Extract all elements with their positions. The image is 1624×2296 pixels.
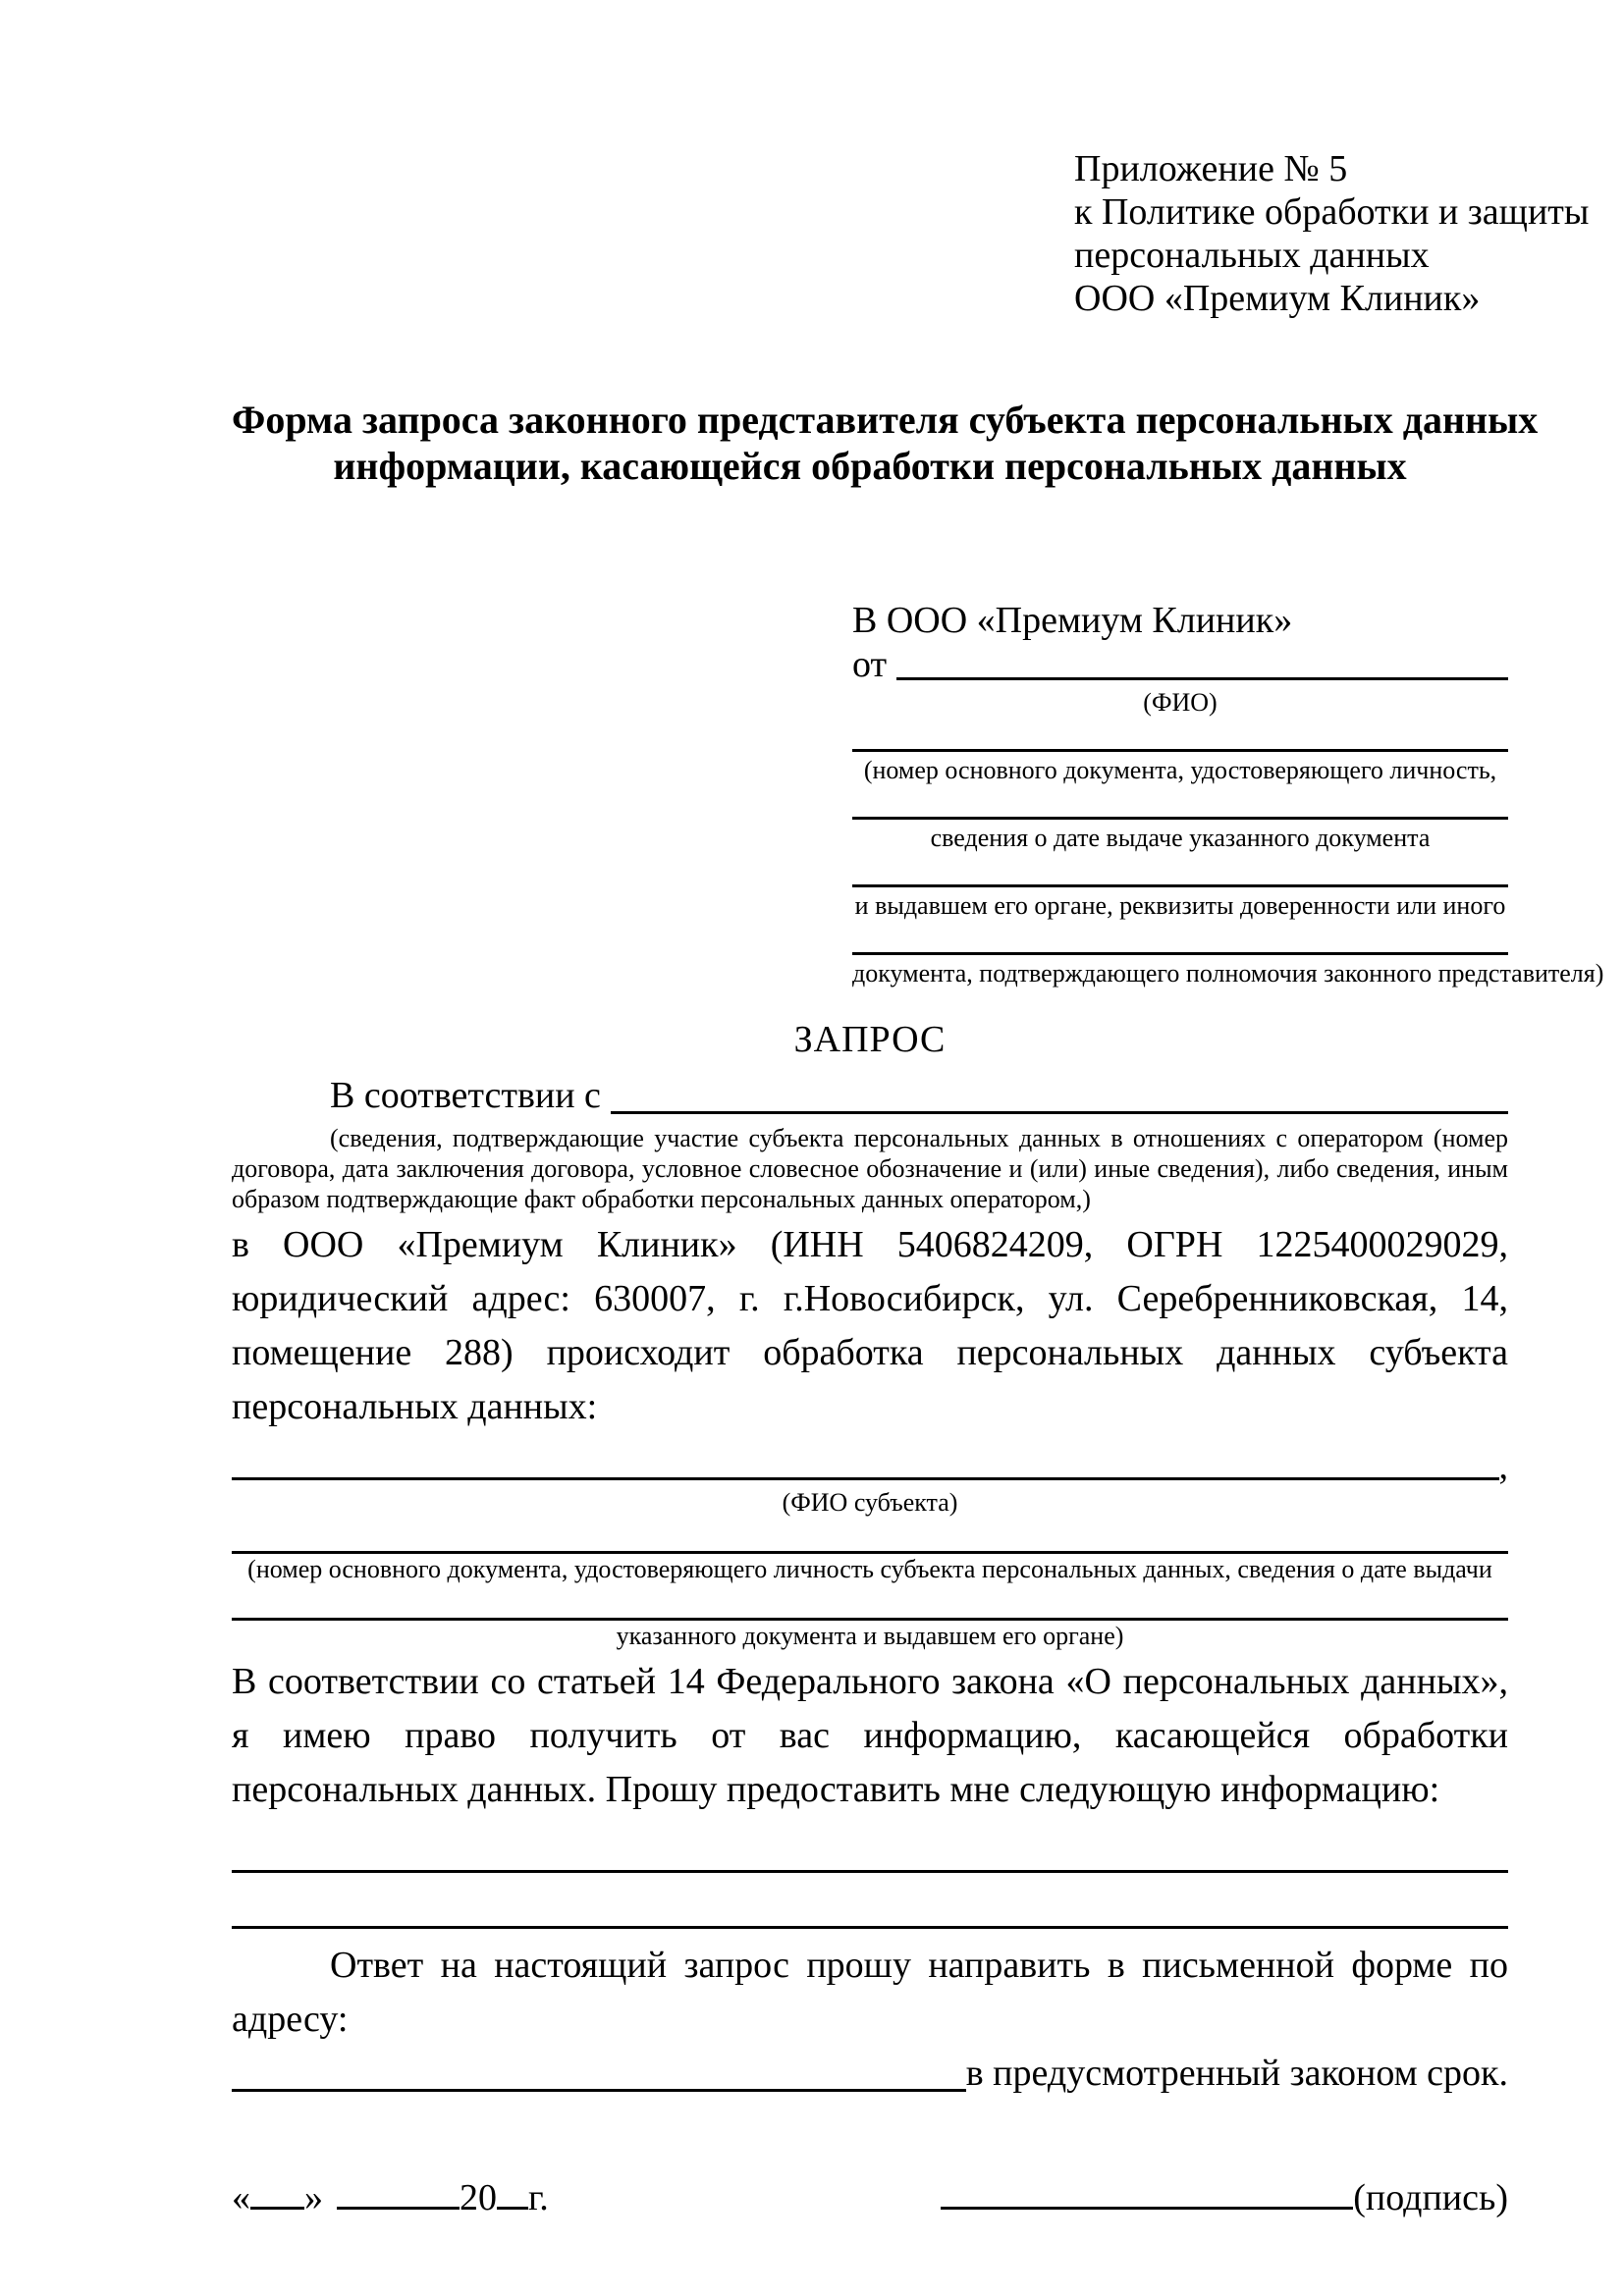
subject-document-caption: (номер основного документа, удостоверяющего личность субъекта персональных данных, сведения о дате выдачи [247, 1555, 1492, 1583]
fio-caption: (ФИО) [1143, 688, 1218, 717]
title-line-2: информации, касающейся обработки персональных данных [333, 444, 1407, 488]
issuing-authority-blank-line [852, 868, 1508, 887]
blank-field-group [852, 800, 1508, 853]
reply-paragraph: Ответ на настоящий запрос прошу направить в письменной форме по адресу: [232, 1945, 1508, 2040]
blank-field-group [852, 732, 1508, 785]
year-blank-line [497, 2173, 528, 2210]
operator-paragraph: в ООО «Премиум Клиник» (ИНН 5406824209, ОГРН 1225400029029, юридический адрес: 630007, г. г.Новосибирск, ул. Серебренниковская, 14, помещение 288) происходит обработка персональных данных субъекта персональных данных: [232, 1224, 1508, 1427]
intro-caption: (сведения, подтверждающие участие субъекта персональных данных в отношениях с оператором (номер договора, дата заключения договора, условное словесное обозначение и (или) иные сведения), либо сведения, иным образом подтверждающие факт обработки персональных данных оператором,) [232, 1124, 1508, 1213]
addressee-to: В ООО «Премиум Клиник» [852, 600, 1293, 641]
blank-field-group [852, 868, 1508, 921]
annex-line: к Политике обработки и защиты [1074, 191, 1590, 233]
date-field [232, 2173, 549, 2222]
blank-line-caption: и выдавшем его органе, реквизиты доверенности или иного [854, 891, 1506, 920]
intro-prefix: В соответствии с [330, 1075, 601, 1116]
year-suffix: г. [528, 2177, 549, 2218]
fio-blank-line [896, 643, 1508, 680]
quote-open: « [232, 2177, 250, 2218]
month-blank-line [337, 2173, 460, 2210]
intro-blank-line [611, 1070, 1508, 1114]
day-blank-line [250, 2173, 304, 2210]
subject-fio-caption: (ФИО субъекта) [782, 1488, 958, 1517]
year-prefix: 20 [460, 2177, 497, 2218]
request-heading: ЗАПРОС [793, 1019, 947, 1060]
fio-line-comma: , [1498, 1446, 1508, 1487]
blank-line-caption: документа, подтверждающего полномочия законного представителя) [852, 959, 1604, 988]
subject-fio-row [232, 1446, 1508, 1487]
from-label: от [852, 644, 888, 685]
annex-line: ООО «Премиум Клиник» [1074, 278, 1481, 319]
subject-document-caption-2: указанного документа и выдавшем его органе) [616, 1622, 1124, 1650]
signature-caption: (подпись) [1353, 2177, 1508, 2218]
subject-fio-blank-line [232, 1446, 1499, 1480]
reply-suffix: в предусмотренный законом срок. [965, 2053, 1508, 2094]
addressee-block [852, 599, 1604, 988]
law-paragraph: В соответствии со статьей 14 Федерального закона «О персональных данных», я имею право получить от вас информацию, касающейся обработки персональных данных. Прошу предоставить мне следующую информацию: [232, 1661, 1508, 1810]
blank-line-caption: сведения о дате выдаче указанного документа [930, 824, 1431, 852]
addressee-from-row [852, 643, 1508, 687]
header-annex-block [1074, 147, 1590, 320]
blank-field-group [852, 935, 1604, 988]
annex-line: персональных данных [1074, 235, 1430, 276]
requested-info-blank-line-2 [232, 1926, 1508, 1929]
document-title [232, 397, 1539, 489]
footer-row [232, 2173, 1508, 2222]
title-line-1: Форма запроса законного представителя субъекта персональных данных [232, 398, 1539, 442]
intro-row [232, 1070, 1508, 1121]
quote-close: » [304, 2177, 323, 2218]
document-number-blank-line [852, 732, 1508, 752]
authority-document-blank-line [852, 935, 1508, 955]
blank-line-caption: (номер основного документа, удостоверяющего личность, [863, 756, 1497, 784]
reply-address-row [232, 2047, 1508, 2101]
signature-field [941, 2173, 1508, 2222]
reply-address-blank-line [232, 2047, 966, 2092]
signature-blank-line [941, 2173, 1353, 2210]
annex-line: Приложение № 5 [1074, 148, 1348, 189]
requested-info-blank-line [232, 1870, 1508, 1873]
issue-date-blank-line [852, 800, 1508, 820]
